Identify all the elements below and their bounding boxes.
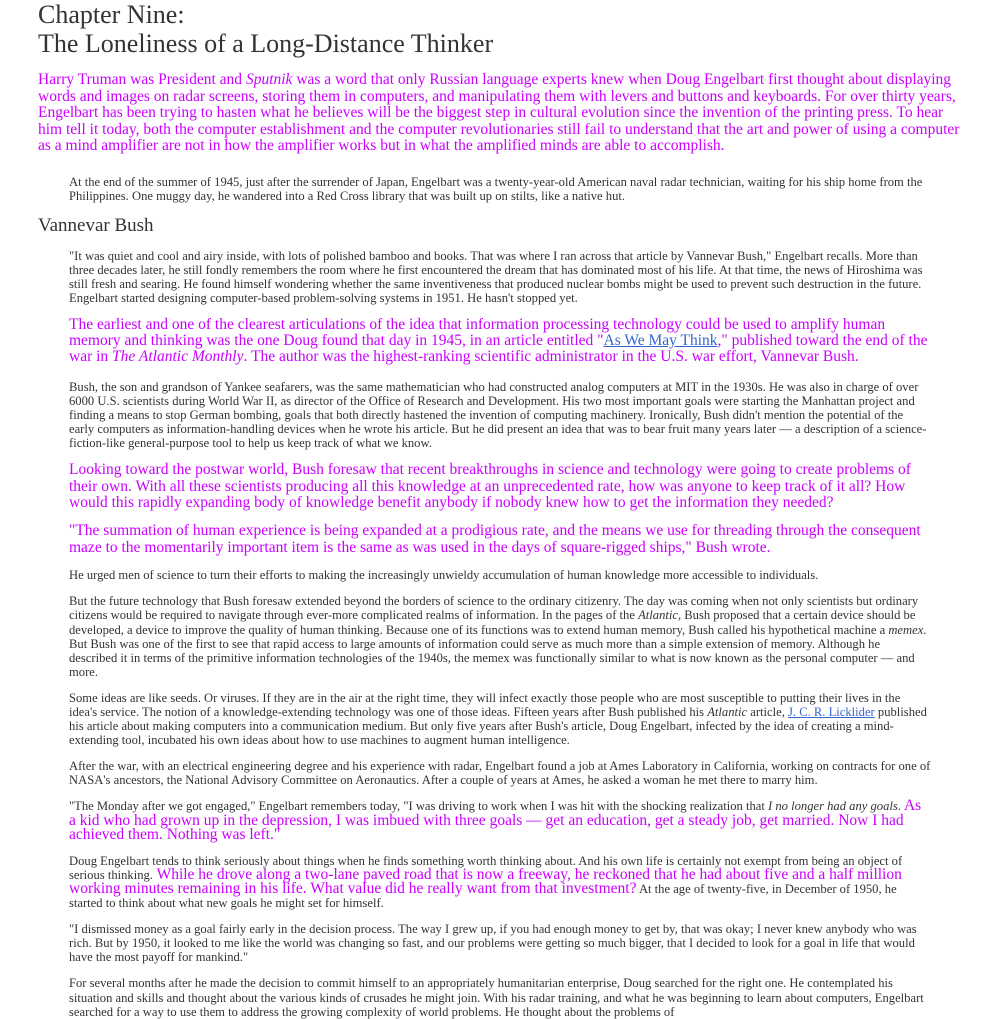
- text: The earliest and one of the clearest articulations of the idea that information processing technology could be used to amplify human memory and thinking was the one Doug found that day in 1945, in an article entitled ": [69, 315, 886, 349]
- highlighted-paragraph: Looking toward the postwar world, Bush foresaw that recent breakthroughs in science and technology were going to create problems of their own. With all these scientists producing all this knowledge at an unprecedented rate, how was anyone to keep track of it all? How would this rapidly expanding body of knowledge benefit anybody if nobody knew how to get the information they needed?: [69, 461, 911, 512]
- emphasis: Atlantic: [638, 608, 678, 623]
- highlighted-text: As a kid who had grown up in the depression, I was imbued with three goals — get an education, get a steady job, get married. Now I had achieved them. Nothing was left.": [69, 797, 922, 843]
- intro-emphasis: Sputnik: [245, 71, 293, 88]
- text: published his article about making computers into a communication medium. But only five years after Bush's article, Doug Engelbart, infected by the idea of creating a mind-extending tool, incubated his own ideas about how to use machines to augment human intelligence.: [69, 705, 927, 748]
- paragraph: Bush, the son and grandson of Yankee seafarers, was the same mathematician who had constructed analog computers at MIT in the 1930s. He was also in charge of over 6000 U.S. scientists during World War II, as director of the Office of Research and Development. His two most important goals were starting the Manhattan project and finding a means to stop German bombing, goals that both directly hastened the invention of computing machinery. Ironically, Bush didn't mention the potential of the early computers as information-handling devices when he wrote his article. But he did present an idea that was to bear fruit many years later — a description of a science-fiction-like general-purpose tool to help us keep track of what we know.: [69, 379, 927, 451]
- text: .: [897, 799, 901, 814]
- text: . The author was the highest-ranking scientific administrator in the U.S. war effort, Vannevar Bush.: [243, 348, 859, 366]
- paragraph: For several months after he made the decision to commit himself to an appropriately humanitarian enterprise, Doug searched for the right one. He contemplated his situation and skills and thought about the various kinds of crusades he might join. With his radar training, and what he was beginning to learn about computers, Engelbart searched for a way to use them to address the growing complexity of world problems. He thought about the problems of: [69, 976, 924, 1019]
- paragraph: He urged men of science to turn their efforts to making the increasingly unwieldy accumulation of human knowledge more accessible to individuals.: [69, 568, 819, 583]
- section-heading: Vannevar Bush: [38, 215, 154, 237]
- text: Some ideas are like seeds. Or viruses. If they are in the air at the right time, they will infect exactly those people who are most susceptible to putting their lives in the idea's service. The notion of a knowledge-extending technology was one of those ideas. Fifteen years after Bush published his: [69, 690, 901, 719]
- paragraph: After the war, with an electrical engineering degree and his experience with radar, Engelbart found a job at Ames Laboratory in California, working on contracts for one of NASA's ancestors, the National Advisory Committee on Aeronautics. After a couple of years at Ames, he asked a woman he met there to marry him.: [69, 759, 931, 788]
- intro-paragraph-2: At the end of the summer of 1945, just after the surrender of Japan, Engelbart was a twenty-year-old American naval radar technician, waiting for his ship home from the Philippines. One muggy day, he wandered into a Red Cross library that was built up on stilts, like a native hut.: [69, 174, 923, 204]
- emphasis: Atlantic: [707, 705, 748, 719]
- chapter-title: [38, 0, 968, 58]
- paragraph: [69, 594, 931, 679]
- text: ," published toward the end of the war in: [69, 331, 928, 366]
- intro-text-cont: was a word that only Russian language experts knew when Doug Engelbart first thought about displaying words and images on radar screens, storing them in computers, and manipulating them with levers and buttons and keyboards. For over thirty years, Engelbart has been trying to hasten what he believes will be the biggest step in cultural evolution since the invention of the printing press. To hear him tell it today, both the computer establishment and the computer revolutionaries still fail to understand that the art and power of using a computer as a mind amplifier are not in how the amplifier works but in what the amplified minds are able to accomplish.: [38, 71, 960, 155]
- text: At the age of twenty-five, in December of 1950, he started to think about what new goals he might set for himself.: [69, 881, 897, 911]
- text: But the future technology that Bush foresaw extended beyond the borders of science to the ordinary citizenry. The day was coming when not only scientists but ordinary citizens would be required to navigate through ever-more complicated realms of information. In the pages of the: [69, 594, 919, 623]
- text: "The Monday after we got engaged," Engelbart remembers today, "I was driving to work when I was hit with the shocking realization that: [69, 799, 769, 814]
- paragraph: [69, 799, 931, 841]
- highlighted-paragraph: [69, 317, 931, 366]
- intro-text: Harry Truman was President and: [38, 71, 246, 88]
- publication-title: The Atlantic Monthly: [112, 348, 244, 366]
- text: Doug Engelbart tends to think seriously about things when he finds something worth thinking about. And his own life is certainly not exempt from being an object of serious thinking.: [69, 853, 903, 882]
- licklider-link[interactable]: J. C. R. Licklider: [788, 705, 875, 719]
- paragraph: "I dismissed money as a goal fairly early in the decision process. The way I grew up, if you had enough money to get by, that was okay; I never knew anybody who was rich. But by 1950, it looked to me like the world was changing so fast, and our problems were getting so much bigger, that I decided to look for a goal in life that would have the most payoff for mankind.": [69, 922, 917, 965]
- intro-paragraph: [38, 72, 963, 155]
- paragraph: "It was quiet and cool and airy inside, with lots of polished bamboo and books. That was where I ran across that article by Vannevar Bush," Engelbart recalls. More than three decades later, he still fondly remembers the room where he first encountered the dream that has dominated most of his life. At that time, the news of Hiroshima was still fresh and searing. He found himself wondering whether the same inventiveness that produced nuclear bombs might be used to prevent such destruction in the future. Engelbart started designing computer-based problem-solving systems in 1951. He hasn't stopped yet.: [69, 249, 923, 306]
- emphasis: memex: [888, 622, 924, 637]
- text: article,: [747, 705, 788, 719]
- text: , Bush proposed that a certain device should be developed, a device to improve the quality of human thinking. Because one of its functions was to extend human memory, Bush called his hypothetical machine a: [69, 608, 916, 637]
- highlighted-text: While he drove along a two-lane paved road that is now a freeway, he reckoned that he had about five and a half million working minutes remaining in his life. What value did he really want from that investment?: [69, 865, 902, 897]
- as-we-may-think-link[interactable]: As We May Think: [603, 331, 718, 349]
- chapter-number: Chapter Nine:: [38, 0, 185, 29]
- chapter-name: The Loneliness of a Long-Distance Thinker: [38, 29, 494, 58]
- article: [38, 0, 968, 1019]
- emphasis: I no longer had any goals: [768, 799, 898, 814]
- text: . But Bush was one of the first to see that rapid access to large amounts of information could serve as much more than a simple extension of memory. Although he described it in terms of the primitive information technologies of the 1940s, the memex was functionally similar to what is now known as the personal computer — and more.: [69, 622, 927, 679]
- highlighted-paragraph: "The summation of human experience is being expanded at a prodigious rate, and the means we use for threading through the consequent maze to the momentarily important item is the same as was used in the days of square-rigged ships," Bush wrote.: [69, 522, 921, 556]
- paragraph: [69, 691, 931, 747]
- paragraph: [69, 854, 931, 910]
